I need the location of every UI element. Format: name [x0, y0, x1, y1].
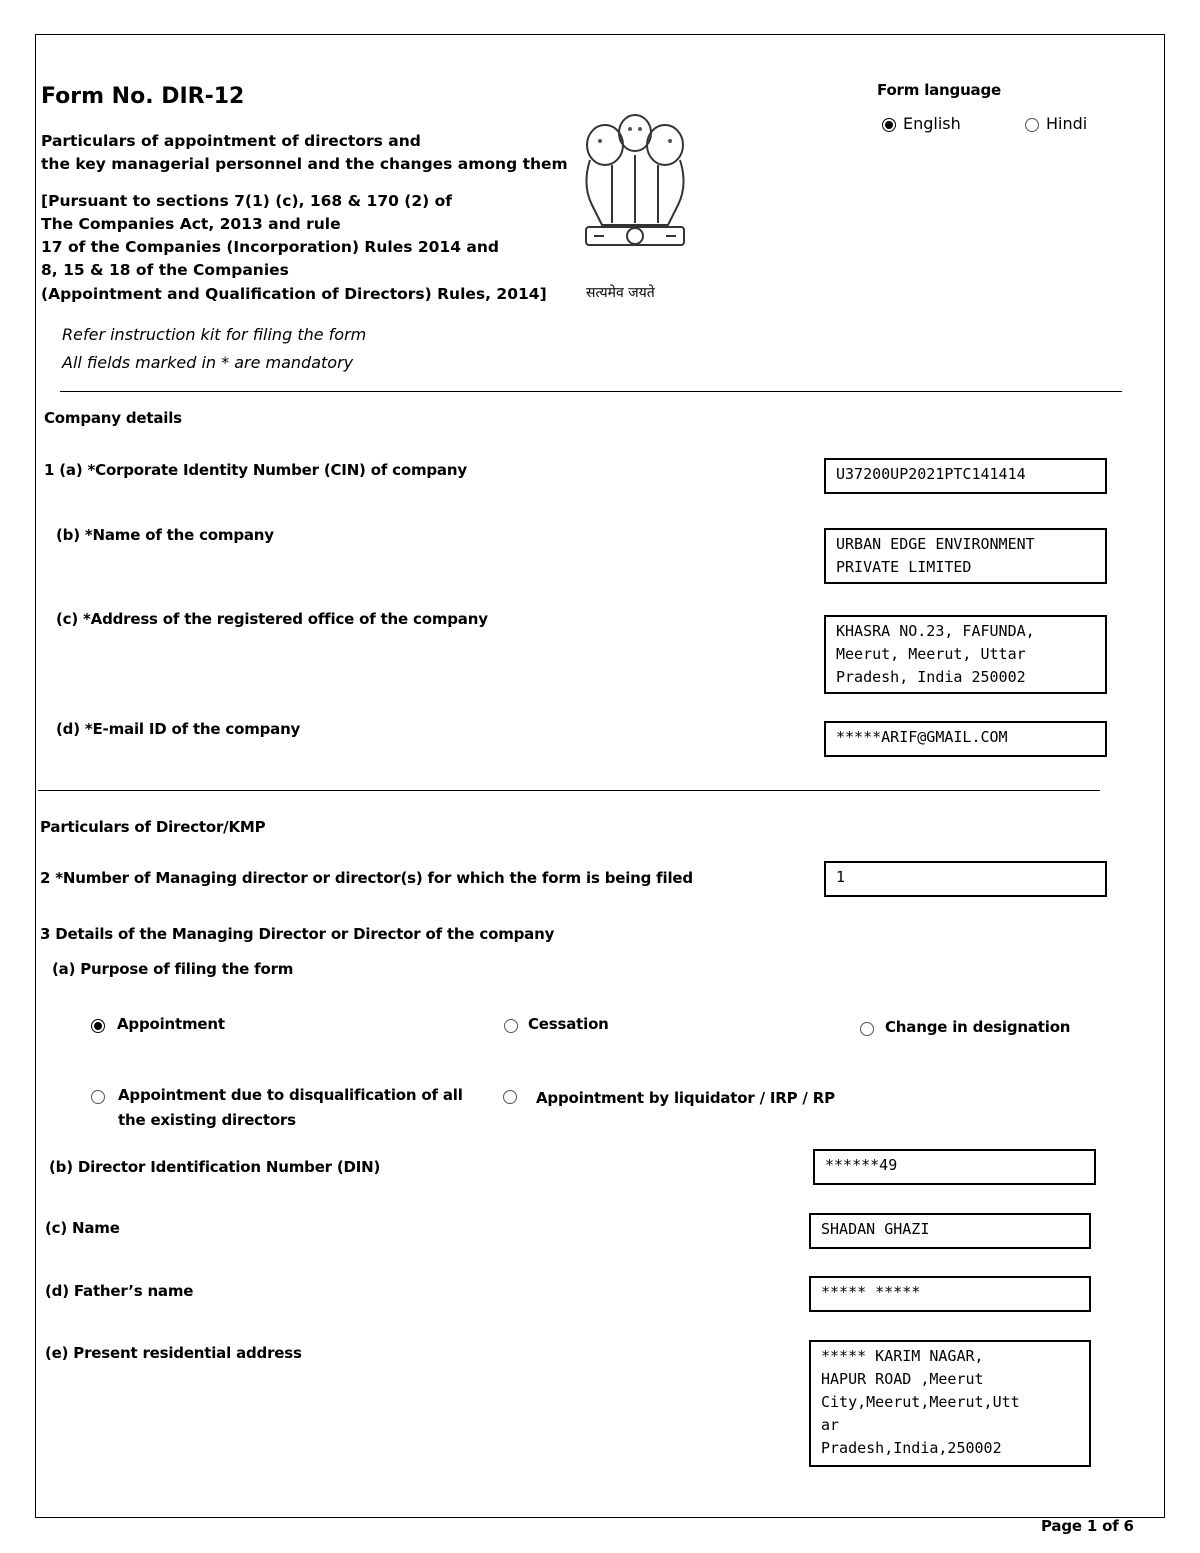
form-subtitle-line1: Particulars of appointment of directors and — [41, 132, 421, 150]
mandatory-note: All fields marked in * are mandatory — [62, 353, 354, 372]
form-subtitle-line2: the key managerial personnel and the changes among them — [41, 155, 568, 173]
pursuant-line: [Pursuant to sections 7(1) (c), 168 & 170 (2) of — [41, 192, 453, 210]
purpose-disqualification-label[interactable]: Appointment due to disqualification of all — [118, 1086, 463, 1104]
company-email-label: (d) *E-mail ID of the company — [56, 720, 301, 738]
cin-field[interactable]: U37200UP2021PTC141414 — [824, 458, 1107, 494]
purpose-cessation-label[interactable]: Cessation — [528, 1015, 609, 1033]
company-name-label: (b) *Name of the company — [56, 526, 274, 544]
purpose-disqualification-label-line2[interactable]: the existing directors — [118, 1111, 296, 1129]
company-email-field[interactable]: *****ARIF@GMAIL.COM — [824, 721, 1107, 757]
company-name-field[interactable]: URBAN EDGE ENVIRONMENT PRIVATE LIMITED — [824, 528, 1107, 584]
instruction-note: Refer instruction kit for filing the form — [62, 325, 367, 344]
form-language-label: Form language — [877, 81, 1001, 99]
pursuant-line: (Appointment and Qualification of Directors) Rules, 2014] — [41, 285, 547, 303]
din-label: (b) Director Identification Number (DIN) — [49, 1158, 381, 1176]
residential-address-field[interactable]: ***** KARIM NAGAR, HAPUR ROAD ,Meerut City,Meerut,Meerut,Utt ar Pradesh,India,250002 — [809, 1340, 1091, 1467]
director-section-title: Particulars of Director/KMP — [40, 818, 266, 836]
divider — [60, 391, 1122, 392]
company-address-field[interactable]: KHASRA NO.23, FAFUNDA, Meerut, Meerut, Uttar Pradesh, India 250002 — [824, 615, 1107, 694]
emblem-motto: सत्यमेव जयते — [586, 285, 655, 301]
company-section-title: Company details — [44, 409, 182, 427]
pursuant-line: 8, 15 & 18 of the Companies — [41, 261, 289, 279]
form-title: Form No. DIR-12 — [41, 84, 245, 109]
pursuant-line: The Companies Act, 2013 and rule — [41, 215, 341, 233]
purpose-liquidator-label[interactable]: Appointment by liquidator / IRP / RP — [536, 1089, 835, 1107]
director-name-label: (c) Name — [45, 1219, 120, 1237]
language-english-label[interactable]: English — [903, 114, 961, 133]
national-emblem-icon — [572, 105, 698, 280]
purpose-disqualification-radio[interactable] — [91, 1090, 105, 1104]
purpose-change-designation-radio[interactable] — [860, 1022, 874, 1036]
director-details-label: 3 Details of the Managing Director or Director of the company — [40, 925, 555, 943]
language-english-radio[interactable] — [882, 118, 896, 132]
purpose-appointment-label[interactable]: Appointment — [117, 1015, 225, 1033]
divider — [38, 790, 1100, 791]
language-hindi-label[interactable]: Hindi — [1046, 114, 1088, 133]
purpose-label: (a) Purpose of filing the form — [52, 960, 294, 978]
director-name-field[interactable]: SHADAN GHAZI — [809, 1213, 1091, 1249]
father-name-field[interactable]: ***** ***** — [809, 1276, 1091, 1312]
father-name-label: (d) Father’s name — [45, 1282, 194, 1300]
pursuant-line: 17 of the Companies (Incorporation) Rules 2014 and — [41, 238, 499, 256]
purpose-liquidator-radio[interactable] — [503, 1090, 517, 1104]
director-count-label: 2 *Number of Managing director or director(s) for which the form is being filed — [40, 869, 693, 887]
residential-address-label: (e) Present residential address — [45, 1344, 302, 1362]
cin-label: 1 (a) *Corporate Identity Number (CIN) of company — [44, 461, 467, 479]
director-count-field[interactable]: 1 — [824, 861, 1107, 897]
page-number: Page 1 of 6 — [1041, 1517, 1134, 1535]
company-address-label: (c) *Address of the registered office of the company — [56, 610, 488, 628]
din-field[interactable]: ******49 — [813, 1149, 1096, 1185]
purpose-cessation-radio[interactable] — [504, 1019, 518, 1033]
purpose-change-designation-label[interactable]: Change in designation — [885, 1018, 1071, 1036]
purpose-appointment-radio[interactable] — [91, 1019, 105, 1033]
language-hindi-radio[interactable] — [1025, 118, 1039, 132]
